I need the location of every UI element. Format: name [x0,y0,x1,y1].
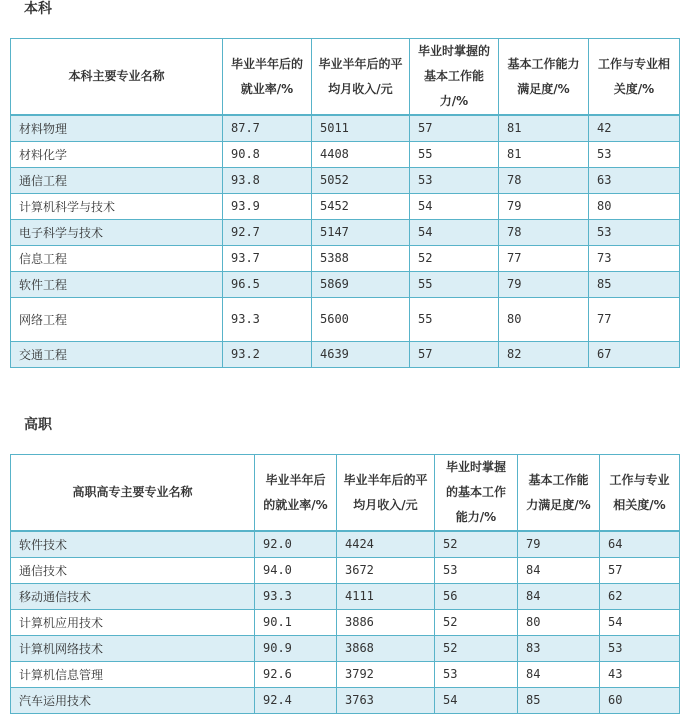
cell-value: 55 [410,297,499,341]
cell-value: 79 [518,531,600,557]
table-row [11,687,680,713]
cell-value: 54 [435,687,518,713]
cell-value: 55 [410,271,499,297]
table-row [11,115,680,141]
cell-value: 92.7 [223,219,312,245]
cell-value: 5052 [312,167,410,193]
cell-value: 43 [600,661,680,687]
major-name: 信息工程 [11,245,223,271]
cell-value: 52 [435,531,518,557]
major-name: 材料化学 [11,141,223,167]
cell-value: 53 [435,661,518,687]
cell-value: 79 [499,271,589,297]
cell-value: 52 [435,609,518,635]
cell-value: 4408 [312,141,410,167]
cell-value: 3763 [337,687,435,713]
major-name: 移动通信技术 [11,583,255,609]
table-row [11,271,680,297]
cell-value: 53 [410,167,499,193]
column-header: 毕业半年后的就业率/% [255,455,337,532]
major-name: 计算机信息管理 [11,661,255,687]
cell-value: 56 [435,583,518,609]
table-row [11,557,680,583]
cell-value: 64 [600,531,680,557]
table-row [11,609,680,635]
cell-value: 3672 [337,557,435,583]
major-name: 软件技术 [11,531,255,557]
column-header: 基本工作能力满足度/% [499,39,589,116]
cell-value: 5147 [312,219,410,245]
cell-value: 80 [499,297,589,341]
cell-value: 85 [518,687,600,713]
column-header: 毕业半年后的平均月收入/元 [337,455,435,532]
cell-value: 85 [589,271,680,297]
column-header: 工作与专业相关度/% [589,39,680,116]
cell-value: 53 [435,557,518,583]
table-row [11,245,680,271]
table-row [11,635,680,661]
cell-value: 93.7 [223,245,312,271]
cell-value: 83 [518,635,600,661]
cell-value: 93.3 [255,583,337,609]
cell-value: 52 [410,245,499,271]
cell-value: 67 [589,341,680,367]
major-name: 电子科学与技术 [11,219,223,245]
cell-value: 78 [499,167,589,193]
column-header: 毕业半年后的平均月收入/元 [312,39,410,116]
cell-value: 3868 [337,635,435,661]
table-row [11,297,680,341]
cell-value: 53 [589,141,680,167]
section-title-undergrad: 本科 [24,1,52,17]
cell-value: 77 [589,297,680,341]
cell-value: 93.2 [223,341,312,367]
table-row [11,167,680,193]
cell-value: 53 [589,219,680,245]
cell-value: 80 [518,609,600,635]
cell-value: 4639 [312,341,410,367]
major-name: 计算机科学与技术 [11,193,223,219]
cell-value: 57 [600,557,680,583]
table-row [11,531,680,557]
cell-value: 57 [410,341,499,367]
cell-value: 3792 [337,661,435,687]
table-header-row [11,455,680,532]
major-name: 软件工程 [11,271,223,297]
cell-value: 79 [499,193,589,219]
cell-value: 90.8 [223,141,312,167]
major-name: 网络工程 [11,297,223,341]
cell-value: 62 [600,583,680,609]
vocational-table [10,454,680,714]
cell-value: 93.9 [223,193,312,219]
cell-value: 63 [589,167,680,193]
cell-value: 93.3 [223,297,312,341]
cell-value: 52 [435,635,518,661]
cell-value: 53 [600,635,680,661]
cell-value: 84 [518,557,600,583]
cell-value: 54 [410,219,499,245]
major-name: 汽车运用技术 [11,687,255,713]
cell-value: 42 [589,115,680,141]
cell-value: 5600 [312,297,410,341]
cell-value: 5388 [312,245,410,271]
cell-value: 81 [499,115,589,141]
table-row [11,341,680,367]
cell-value: 92.0 [255,531,337,557]
cell-value: 78 [499,219,589,245]
cell-value: 4424 [337,531,435,557]
section-title-vocational: 高职 [24,417,52,433]
cell-value: 73 [589,245,680,271]
table-row [11,193,680,219]
cell-value: 3886 [337,609,435,635]
column-header: 毕业半年后的就业率/% [223,39,312,116]
table-header-row [11,39,680,116]
cell-value: 87.7 [223,115,312,141]
major-name: 计算机网络技术 [11,635,255,661]
table-row [11,661,680,687]
cell-value: 94.0 [255,557,337,583]
cell-value: 93.8 [223,167,312,193]
column-header: 工作与专业相关度/% [600,455,680,532]
cell-value: 5011 [312,115,410,141]
major-name: 通信工程 [11,167,223,193]
cell-value: 77 [499,245,589,271]
cell-value: 82 [499,341,589,367]
cell-value: 60 [600,687,680,713]
column-header: 毕业时掌握的基本工作能力/% [410,39,499,116]
cell-value: 92.6 [255,661,337,687]
table-row [11,583,680,609]
cell-value: 54 [410,193,499,219]
cell-value: 81 [499,141,589,167]
major-name: 计算机应用技术 [11,609,255,635]
cell-value: 90.1 [255,609,337,635]
cell-value: 5869 [312,271,410,297]
cell-value: 57 [410,115,499,141]
cell-value: 5452 [312,193,410,219]
table-row [11,219,680,245]
cell-value: 80 [589,193,680,219]
cell-value: 84 [518,583,600,609]
cell-value: 96.5 [223,271,312,297]
cell-value: 55 [410,141,499,167]
column-header: 毕业时掌握的基本工作能力/% [435,455,518,532]
cell-value: 4111 [337,583,435,609]
table-row [11,141,680,167]
cell-value: 90.9 [255,635,337,661]
column-header: 基本工作能力满足度/% [518,455,600,532]
cell-value: 92.4 [255,687,337,713]
major-name: 交通工程 [11,341,223,367]
major-name: 通信技术 [11,557,255,583]
undergrad-table [10,38,680,368]
column-header: 高职高专主要专业名称 [11,455,255,532]
column-header: 本科主要专业名称 [11,39,223,116]
cell-value: 84 [518,661,600,687]
major-name: 材料物理 [11,115,223,141]
cell-value: 54 [600,609,680,635]
